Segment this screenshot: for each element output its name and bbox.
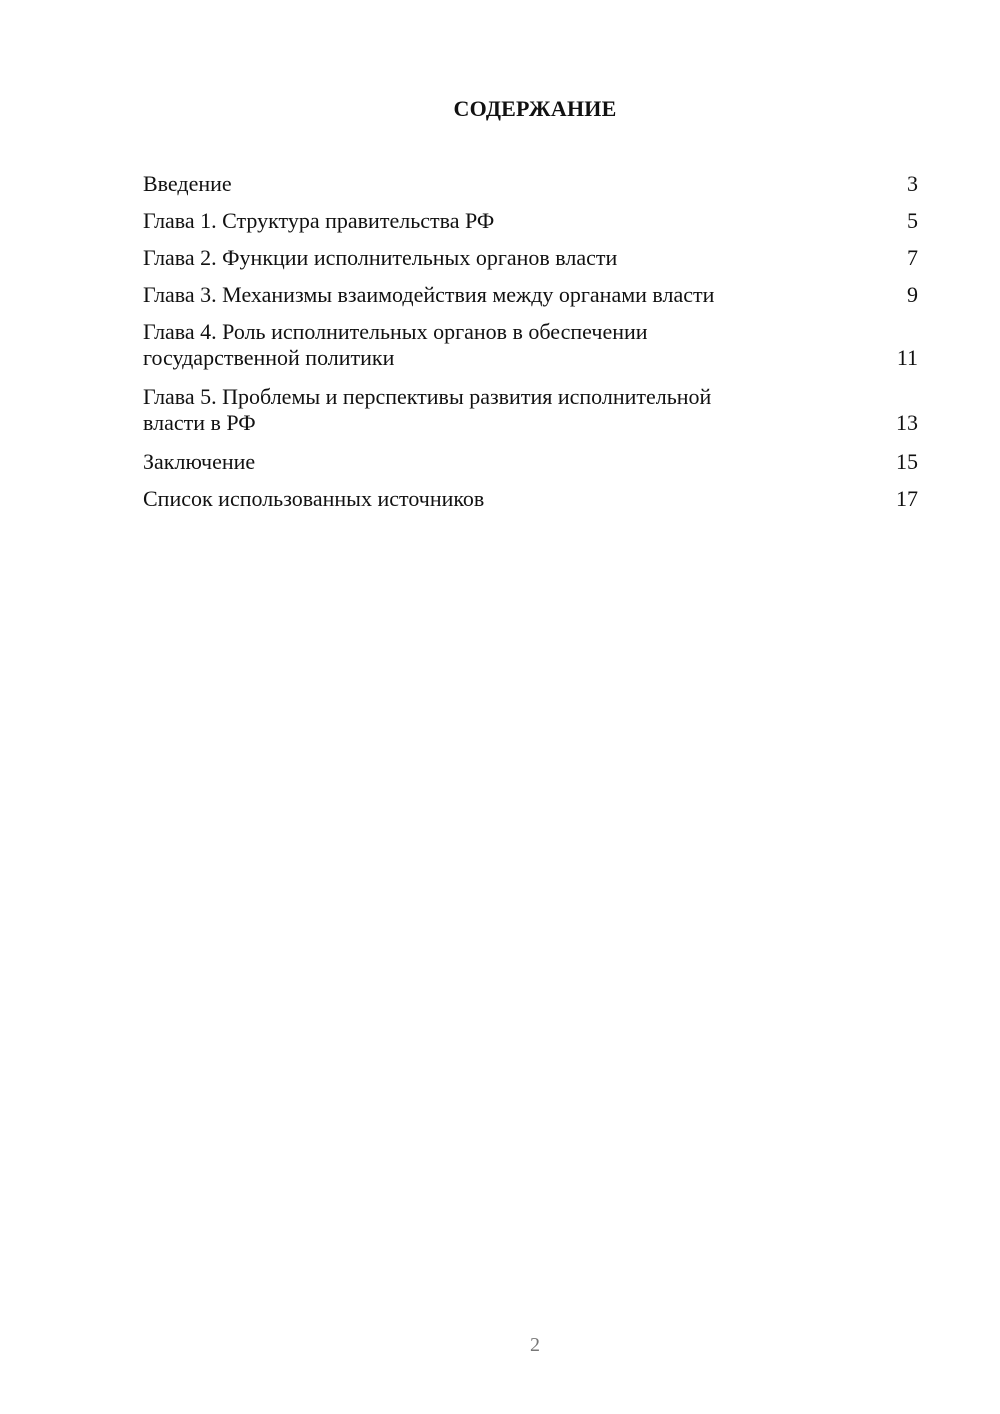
toc-entry-references (143, 486, 918, 512)
toc-entry-page: 7 (907, 245, 918, 270)
toc-entry-label: Заключение (143, 449, 256, 474)
toc-entry-label: Список использованных источников (143, 486, 485, 511)
toc-entry-label: Глава 1. Структура правительства РФ (143, 208, 495, 233)
toc-entry-label: Глава 4. Роль исполнительных органов в обеспечении государственной политики (143, 319, 648, 370)
toc-entry-page: 15 (896, 449, 918, 474)
toc-entry-label: Глава 3. Механизмы взаимодействия между органами власти (143, 282, 715, 307)
toc-entry-conclusion (143, 449, 918, 475)
table-of-contents (143, 171, 918, 523)
toc-entry-page: 13 (896, 410, 918, 435)
page-title: СОДЕРЖАНИЕ (453, 96, 617, 121)
toc-entry-page: 17 (896, 486, 918, 511)
page-number: 2 (530, 1334, 540, 1356)
toc-entry-introduction (143, 171, 918, 197)
toc-entry-chapter-5 (143, 384, 918, 436)
toc-entry-page: 3 (907, 171, 918, 196)
toc-entry-chapter-1 (143, 208, 918, 234)
toc-entry-chapter-4 (143, 319, 918, 371)
toc-entry-page: 5 (907, 208, 918, 233)
toc-entry-page: 9 (907, 282, 918, 307)
toc-entry-label: Глава 2. Функции исполнительных органов власти (143, 245, 618, 270)
toc-entry-chapter-2 (143, 245, 918, 271)
toc-entry-label: Введение (143, 171, 232, 196)
toc-entry-label: Глава 5. Проблемы и перспективы развития исполнительной власти в РФ (143, 384, 712, 435)
toc-entry-page: 11 (896, 345, 918, 370)
toc-entry-chapter-3 (143, 282, 918, 308)
